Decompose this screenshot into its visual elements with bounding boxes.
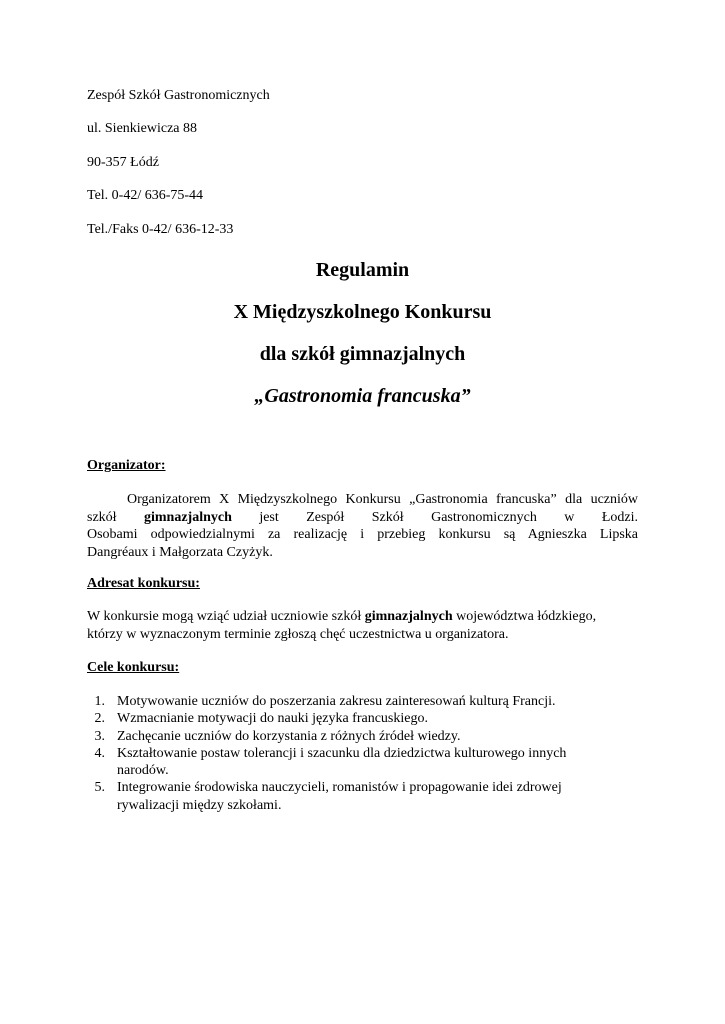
phone-number: Tel. 0-42/ 636-75-44 (87, 188, 204, 203)
goals-heading: Cele konkursu: (87, 660, 180, 675)
organizer-paragraph (87, 491, 638, 561)
organizer-line-4: Dangréaux i Małgorzata Czyżyk. (87, 544, 273, 560)
addressee-heading: Adresat konkursu: (87, 576, 200, 591)
goal-item: 3. Zachęcanie uczniów do korzystania z różnych źródeł wiedzy. (94, 728, 461, 744)
goals-list (87, 693, 647, 814)
contest-name: X Międzyszkolnego Konkursu (233, 301, 492, 323)
organizer-line-2: szkół gimnazjalnych jest Zespół Szkół Gastronomicznych w Łodzi. (87, 509, 638, 525)
organizer-line-1: Organizatorem X Międzyszkolnego Konkursu „Gastronomia francuska” dla uczniów (127, 492, 638, 507)
addressee-line-1: W konkursie mogą wziąć udział uczniowie szkół gimnazjalnych województwa łódzkiego, (87, 609, 597, 624)
street-address: ul. Sienkiewicza 88 (87, 121, 198, 136)
goal-item: 5. Integrowanie środowiska nauczycieli, romanistów i propagowanie idei zdrowej rywalizacji między szkołami. (94, 780, 562, 813)
fax-number: Tel./Faks 0-42/ 636-12-33 (87, 222, 234, 237)
goal-item: 4. Kształtowanie postaw tolerancji i szacunku dla dziedzictwa kulturowego innych narodów. (94, 745, 567, 779)
contest-audience: dla szkół gimnazjalnych (259, 343, 466, 365)
addressee-line-2: którzy w wyznaczonym terminie zgłoszą chęć uczestnictwa u organizatora. (87, 626, 509, 642)
organizer-line-3: Osobami odpowiedzialnymi za realizację i przebieg konkursu są Agnieszka Lipska (87, 527, 638, 542)
goal-item: 1. Motywowanie uczniów do poszerzania zakresu zainteresowań kulturą Francji. (94, 694, 556, 709)
contest-theme: „Gastronomia francuska” (254, 385, 471, 407)
goal-item: 2. Wzmacnianie motywacji do nauki języka francuskiego. (94, 711, 428, 727)
city-address: 90-357 Łódź (87, 155, 159, 170)
school-name: Zespół Szkół Gastronomicznych (87, 88, 270, 103)
document-title: Regulamin (315, 259, 410, 281)
organizer-heading: Organizator: (87, 458, 166, 473)
addressee-paragraph (87, 608, 638, 643)
